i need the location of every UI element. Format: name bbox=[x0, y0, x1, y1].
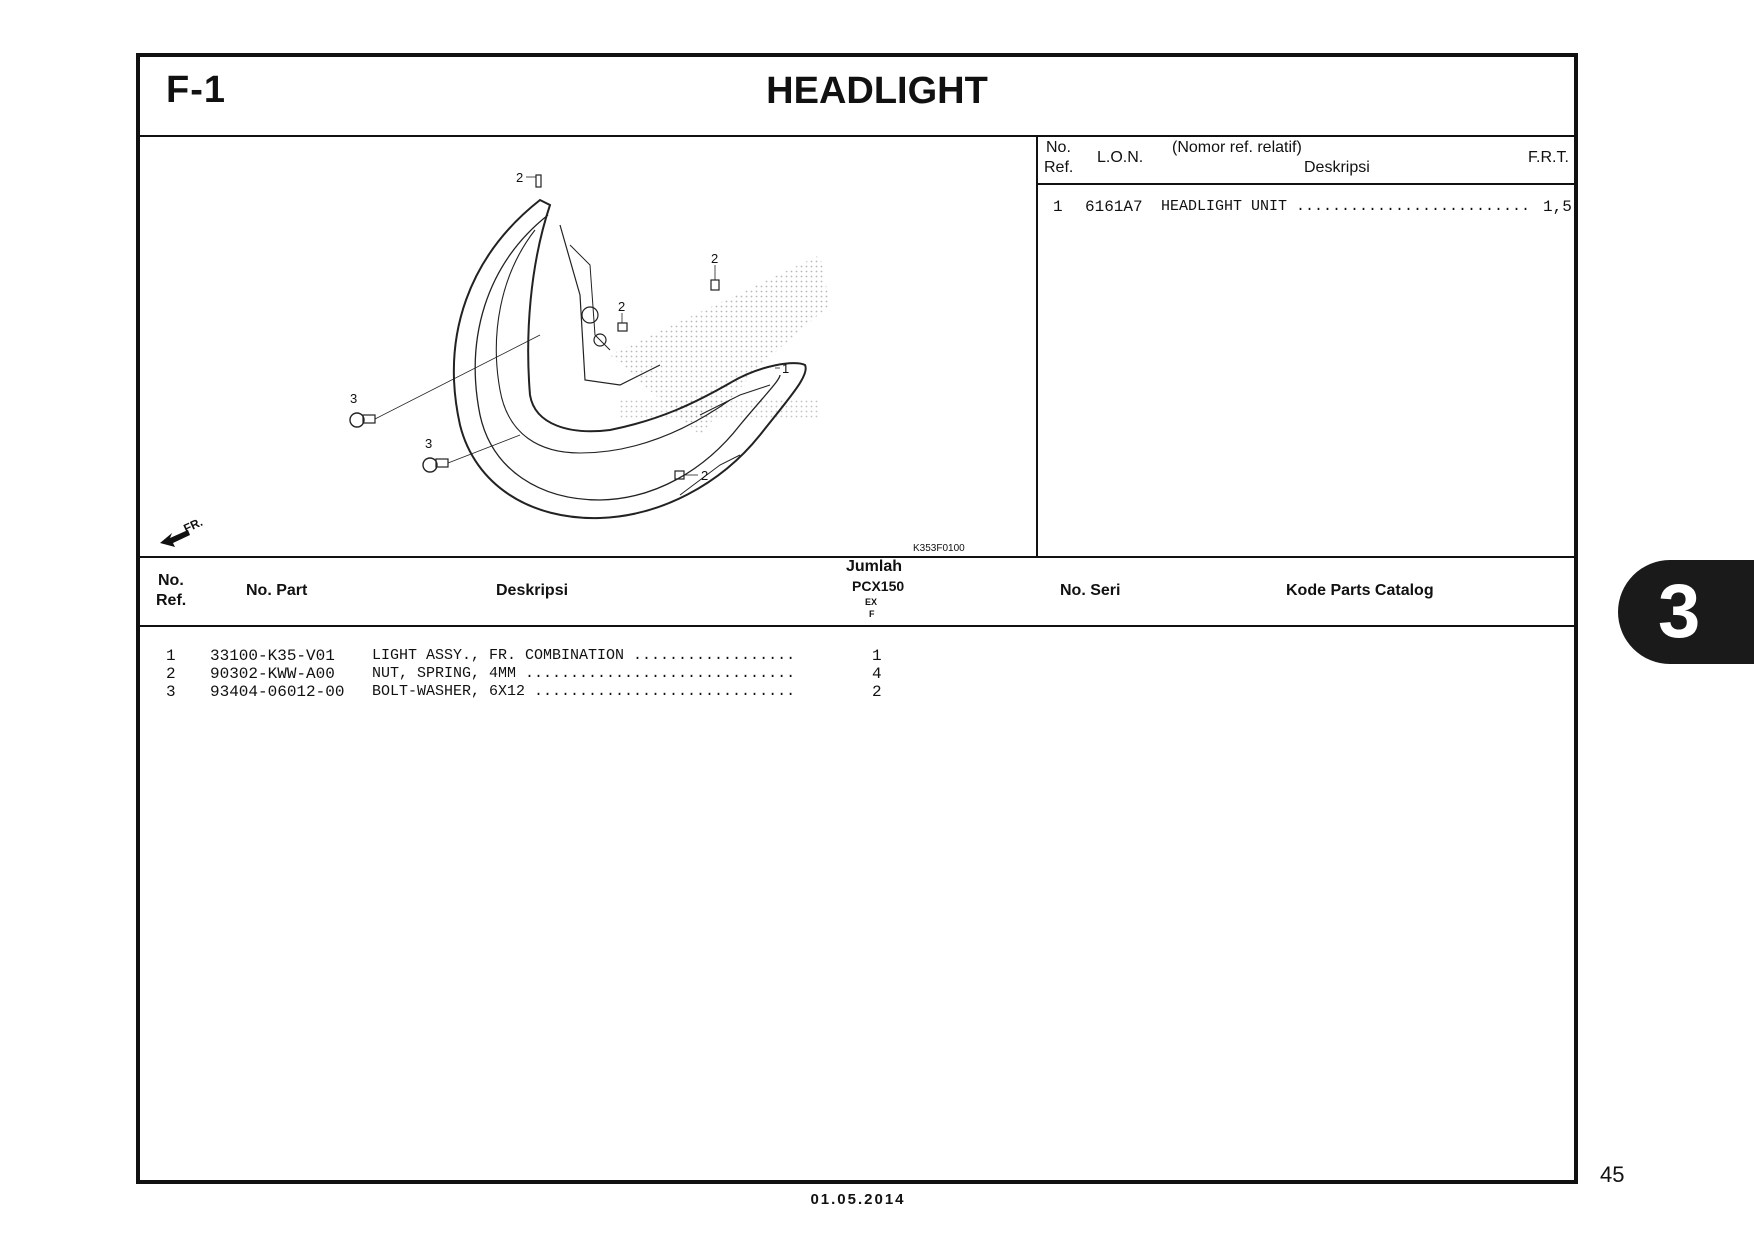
headlight-illustration bbox=[140, 135, 1034, 556]
revision-date: 01.05.2014 bbox=[810, 1191, 906, 1208]
lon-table-header bbox=[1038, 135, 1574, 185]
parts-col-part-no: No. Part bbox=[246, 582, 308, 599]
page-frame bbox=[136, 53, 1578, 1184]
lon-col-ref: No. bbox=[1046, 139, 1071, 156]
parts-col-type: EX bbox=[865, 597, 878, 607]
parts-col-desc: Deskripsi bbox=[496, 582, 569, 599]
lon-col-desc: Deskripsi bbox=[1304, 159, 1370, 176]
bolt-part-3 bbox=[350, 413, 375, 427]
parts-col-ref: Ref. bbox=[156, 592, 187, 609]
parts-ref: 3 bbox=[166, 683, 176, 701]
lon-desc: HEADLIGHT UNIT .......................... bbox=[1161, 198, 1531, 215]
page-header bbox=[140, 57, 1574, 137]
parts-qty: 1 bbox=[872, 647, 882, 665]
parts-row bbox=[140, 665, 1574, 683]
callout-label: 3 bbox=[425, 436, 433, 451]
lon-row bbox=[1038, 198, 1574, 218]
parts-qty: 2 bbox=[872, 683, 882, 701]
parts-qty: 4 bbox=[872, 665, 882, 683]
page-number: 45 bbox=[1600, 1162, 1625, 1187]
parts-col-qty: Jumlah bbox=[846, 558, 903, 575]
lon-ref: 1 bbox=[1053, 198, 1063, 216]
parts-number: 90302-KWW-A00 bbox=[210, 665, 335, 683]
lon-col-frt: F.R.T. bbox=[1528, 149, 1569, 166]
parts-desc: NUT, SPRING, 4MM .............................. bbox=[372, 665, 796, 682]
chapter-number: 3 bbox=[1658, 569, 1701, 654]
lon-table bbox=[1038, 135, 1574, 556]
parts-row bbox=[140, 647, 1574, 665]
front-arrow-icon bbox=[160, 515, 205, 547]
lon-code: 6161A7 bbox=[1085, 198, 1143, 216]
parts-number: 33100-K35-V01 bbox=[210, 647, 335, 665]
parts-table-header bbox=[140, 558, 1574, 627]
parts-number: 93404-06012-00 bbox=[210, 683, 345, 701]
nut-part-2 bbox=[618, 323, 627, 331]
lon-col-lon: L.O.N. bbox=[1097, 149, 1144, 166]
callout-label: 2 bbox=[516, 170, 524, 185]
wordmark-background bbox=[620, 400, 820, 420]
parts-col-type: F bbox=[869, 609, 875, 619]
lon-col-desc: (Nomor ref. relatif) bbox=[1172, 139, 1302, 156]
chapter-tab bbox=[1618, 560, 1754, 664]
callout-label: 2 bbox=[701, 468, 709, 483]
nut-part-2 bbox=[536, 175, 541, 187]
callout-label: 1 bbox=[782, 361, 790, 376]
parts-col-ref: No. bbox=[158, 572, 184, 589]
illustration-code: K353F0100 bbox=[913, 543, 965, 554]
section-code: F-1 bbox=[166, 69, 226, 111]
parts-desc: LIGHT ASSY., FR. COMBINATION .................. bbox=[372, 647, 796, 664]
callout-label: 3 bbox=[350, 391, 358, 406]
svg-text:FR.: FR. bbox=[181, 514, 205, 536]
parts-col-catalog: Kode Parts Catalog bbox=[1286, 582, 1434, 599]
lon-frt: 1,5 bbox=[1543, 198, 1572, 216]
parts-desc: BOLT-WASHER, 6X12 ............................. bbox=[372, 683, 796, 700]
bolt-part-3 bbox=[423, 458, 448, 472]
lon-col-ref: Ref. bbox=[1044, 159, 1074, 176]
parts-col-serial: No. Seri bbox=[1060, 582, 1121, 599]
parts-row bbox=[140, 683, 1574, 701]
exploded-diagram bbox=[140, 135, 1038, 556]
parts-ref: 2 bbox=[166, 665, 176, 683]
page-title: HEADLIGHT bbox=[766, 70, 988, 112]
nut-part-2 bbox=[711, 280, 719, 290]
parts-col-model: PCX150 bbox=[852, 578, 905, 594]
callout-label: 2 bbox=[618, 299, 626, 314]
callout-label: 2 bbox=[711, 251, 719, 266]
parts-ref: 1 bbox=[166, 647, 176, 665]
